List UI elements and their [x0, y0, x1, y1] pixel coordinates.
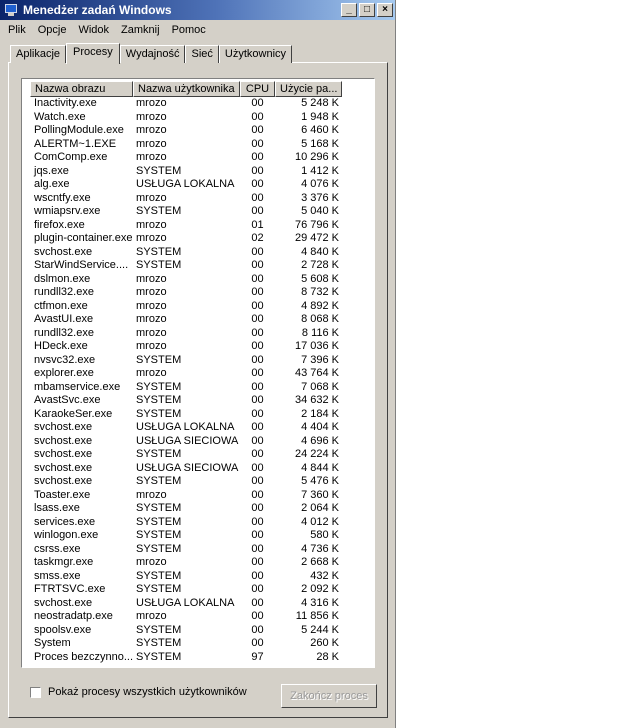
- table-row[interactable]: [30, 610, 342, 624]
- table-row[interactable]: [30, 543, 342, 557]
- process-memory: 7 396 K: [301, 353, 339, 366]
- process-name: lsass.exe: [34, 502, 80, 514]
- process-user: mrozo: [136, 326, 167, 339]
- process-name: svchost.exe: [34, 434, 93, 447]
- process-user: mrozo: [136, 137, 167, 150]
- process-cpu: 00: [251, 137, 264, 150]
- process-list-header: [30, 81, 342, 97]
- process-memory: 2 668 K: [301, 556, 339, 568]
- process-cpu: 00: [251, 529, 264, 541]
- show-all-users-checkbox[interactable]: [30, 687, 41, 698]
- process-cpu: 00: [251, 475, 264, 487]
- process-memory: 7 360 K: [301, 488, 339, 501]
- process-cpu: 00: [251, 434, 264, 447]
- table-row[interactable]: [30, 624, 342, 638]
- process-name: wmiapsrv.exe: [34, 205, 101, 217]
- process-memory: 5 476 K: [301, 475, 339, 487]
- process-user: mrozo: [136, 124, 167, 136]
- tab-applications[interactable]: Aplikacje: [10, 45, 66, 63]
- process-cpu: 00: [251, 556, 264, 568]
- process-memory: 4 076 K: [301, 178, 339, 190]
- menu-file[interactable]: Plik: [8, 23, 26, 36]
- process-cpu: 00: [251, 394, 264, 406]
- table-row[interactable]: [30, 286, 342, 300]
- process-user: mrozo: [136, 232, 167, 244]
- process-memory: 76 796 K: [294, 218, 339, 231]
- process-cpu: 00: [251, 421, 264, 433]
- process-user: mrozo: [136, 151, 167, 163]
- process-memory: 8 068 K: [301, 313, 339, 325]
- process-memory: 260 K: [310, 637, 339, 649]
- process-user: USŁUGA SIECIOWA: [136, 461, 239, 474]
- table-row[interactable]: [30, 111, 342, 125]
- process-name: svchost.exe: [34, 245, 93, 258]
- process-name: rundll32.exe: [34, 326, 94, 339]
- table-row[interactable]: [30, 448, 342, 462]
- maximize-button[interactable]: □: [359, 3, 375, 17]
- process-cpu: 00: [251, 515, 264, 528]
- process-name: ALERTM~1.EXE: [34, 137, 117, 150]
- process-user: SYSTEM: [136, 394, 182, 406]
- table-row[interactable]: [30, 597, 342, 611]
- process-cpu: 00: [251, 124, 264, 136]
- process-memory: 5 608 K: [301, 272, 339, 285]
- process-name: AvastSvc.exe: [34, 394, 101, 406]
- table-row[interactable]: [30, 435, 342, 449]
- process-memory: 3 376 K: [301, 191, 339, 204]
- process-name: svchost.exe: [34, 596, 93, 609]
- process-memory: 4 892 K: [301, 299, 339, 312]
- process-cpu: 00: [251, 542, 264, 555]
- process-memory: 29 472 K: [294, 232, 339, 244]
- process-memory: 2 064 K: [301, 502, 339, 514]
- process-user: SYSTEM: [136, 259, 182, 271]
- process-name: StarWindService....: [34, 259, 129, 271]
- process-cpu: 00: [251, 178, 264, 190]
- table-row[interactable]: [30, 246, 342, 260]
- process-cpu: 00: [251, 313, 264, 325]
- process-user: SYSTEM: [136, 380, 182, 393]
- process-name: HDeck.exe: [34, 340, 88, 352]
- process-user: SYSTEM: [136, 569, 182, 582]
- column-memory[interactable]: Użycie pa...: [275, 81, 342, 97]
- table-row[interactable]: [30, 259, 342, 273]
- process-user: SYSTEM: [136, 164, 182, 177]
- process-cpu: 00: [251, 407, 264, 420]
- table-row[interactable]: [30, 273, 342, 287]
- process-memory: 2 728 K: [301, 259, 339, 271]
- process-cpu: 02: [251, 232, 264, 244]
- process-cpu: 00: [251, 353, 264, 366]
- process-user: mrozo: [136, 340, 167, 352]
- process-name: ComComp.exe: [34, 151, 108, 163]
- process-cpu: 00: [251, 448, 264, 460]
- table-row[interactable]: [30, 300, 342, 314]
- process-user: SYSTEM: [136, 515, 182, 528]
- process-user: SYSTEM: [136, 245, 182, 258]
- process-cpu: 00: [251, 583, 264, 595]
- process-cpu: 00: [251, 502, 264, 514]
- process-memory: 10 296 K: [294, 151, 339, 163]
- process-memory: 4 736 K: [301, 542, 339, 555]
- process-memory: 4 012 K: [301, 515, 339, 528]
- process-memory: 7 068 K: [301, 380, 339, 393]
- process-memory: 8 116 K: [301, 326, 339, 339]
- menu-shutdown[interactable]: Zamknij: [121, 23, 160, 36]
- process-memory: 43 764 K: [294, 367, 339, 379]
- column-user-name[interactable]: Nazwa użytkownika: [133, 81, 240, 97]
- process-cpu: 00: [251, 623, 264, 636]
- process-user: SYSTEM: [136, 529, 182, 541]
- process-memory: 4 696 K: [301, 434, 339, 447]
- menu-options[interactable]: Opcje: [37, 23, 67, 36]
- process-user: mrozo: [136, 556, 167, 568]
- table-row[interactable]: [30, 367, 342, 381]
- process-user: mrozo: [136, 97, 167, 109]
- process-name: firefox.exe: [34, 218, 85, 231]
- process-user: mrozo: [136, 488, 167, 501]
- process-memory: 2 184 K: [301, 407, 339, 420]
- column-image-name[interactable]: Nazwa obrazu: [30, 81, 133, 97]
- process-memory: 5 040 K: [301, 205, 339, 217]
- process-name: svchost.exe: [34, 461, 93, 474]
- process-name: ctfmon.exe: [34, 299, 88, 312]
- process-memory: 432 K: [310, 569, 339, 582]
- process-name: AvastUI.exe: [34, 313, 94, 325]
- table-row[interactable]: [30, 556, 342, 570]
- process-name: nvsvc32.exe: [34, 353, 96, 366]
- process-name: PollingModule.exe: [34, 124, 124, 136]
- process-user: mrozo: [136, 313, 167, 325]
- process-name: Toaster.exe: [34, 488, 91, 501]
- menu-view[interactable]: Widok: [78, 23, 110, 36]
- process-name: svchost.exe: [34, 421, 93, 433]
- table-row[interactable]: [30, 637, 342, 651]
- table-row[interactable]: [30, 165, 342, 179]
- process-cpu: 00: [251, 259, 264, 271]
- process-memory: 4 840 K: [301, 245, 339, 258]
- table-row[interactable]: [30, 151, 342, 165]
- process-name: svchost.exe: [34, 475, 93, 487]
- process-cpu: 00: [251, 191, 264, 204]
- table-row[interactable]: [30, 124, 342, 138]
- process-name: wscntfy.exe: [34, 191, 91, 204]
- process-cpu: 00: [251, 610, 264, 622]
- process-cpu: 00: [251, 151, 264, 163]
- table-row[interactable]: [30, 502, 342, 516]
- minimize-button[interactable]: _: [341, 3, 357, 17]
- process-user: mrozo: [136, 286, 167, 298]
- process-memory: 4 404 K: [301, 421, 339, 433]
- process-cpu: 00: [251, 461, 264, 474]
- process-user: USŁUGA SIECIOWA: [136, 434, 239, 447]
- close-button[interactable]: ×: [377, 3, 393, 17]
- tab-strip: [10, 43, 292, 63]
- process-name: neostradatp.exe: [34, 610, 113, 622]
- process-name: Proces bezczynno...: [34, 650, 133, 663]
- process-name: Inactivity.exe: [34, 97, 97, 109]
- table-row[interactable]: [30, 232, 342, 246]
- table-row[interactable]: [30, 354, 342, 368]
- process-cpu: 00: [251, 569, 264, 582]
- process-user: SYSTEM: [136, 650, 182, 663]
- process-memory: 28 K: [316, 650, 339, 663]
- process-user: mrozo: [136, 610, 167, 622]
- process-user: SYSTEM: [136, 353, 182, 366]
- end-process-button[interactable]: Zakończ proces: [281, 684, 377, 708]
- process-name: services.exe: [34, 515, 96, 528]
- process-cpu: 97: [251, 650, 264, 663]
- process-user: SYSTEM: [136, 542, 182, 555]
- process-cpu: 00: [251, 164, 264, 177]
- process-user: mrozo: [136, 191, 167, 204]
- table-row[interactable]: [30, 475, 342, 489]
- menu-bar: [0, 20, 395, 39]
- process-memory: 6 460 K: [301, 124, 339, 136]
- process-user: SYSTEM: [136, 502, 182, 514]
- process-memory: 1 948 K: [301, 110, 339, 123]
- process-user: SYSTEM: [136, 448, 182, 460]
- table-row[interactable]: [30, 313, 342, 327]
- process-cpu: 00: [251, 272, 264, 285]
- process-user: SYSTEM: [136, 475, 182, 487]
- table-row[interactable]: [30, 381, 342, 395]
- process-name: explorer.exe: [34, 367, 94, 379]
- process-user: USŁUGA LOKALNA: [136, 178, 235, 190]
- process-user: SYSTEM: [136, 623, 182, 636]
- process-user: mrozo: [136, 110, 167, 123]
- process-cpu: 00: [251, 367, 264, 379]
- table-row[interactable]: [30, 408, 342, 422]
- task-manager-icon: [4, 3, 18, 17]
- process-name: FTRTSVC.exe: [34, 583, 106, 595]
- table-row[interactable]: [30, 583, 342, 597]
- process-name: alg.exe: [34, 178, 70, 190]
- process-cpu: 00: [251, 299, 264, 312]
- table-row[interactable]: [30, 178, 342, 192]
- process-rows: [30, 97, 342, 664]
- process-user: USŁUGA LOKALNA: [136, 421, 235, 433]
- process-name: KaraokeSer.exe: [34, 407, 113, 420]
- process-memory: 17 036 K: [294, 340, 339, 352]
- table-row[interactable]: [30, 529, 342, 543]
- show-all-users-option[interactable]: [30, 686, 247, 698]
- table-row[interactable]: [30, 192, 342, 206]
- tab-performance[interactable]: Wydajność: [120, 45, 186, 63]
- process-memory: 4 316 K: [301, 596, 339, 609]
- process-cpu: 00: [251, 488, 264, 501]
- process-user: mrozo: [136, 272, 167, 285]
- tab-processes[interactable]: Procesy: [66, 43, 120, 64]
- process-memory: 5 248 K: [301, 97, 339, 109]
- menu-help[interactable]: Pomoc: [171, 23, 206, 36]
- title-bar[interactable]: [0, 0, 395, 20]
- process-name: System: [34, 637, 71, 649]
- table-row[interactable]: [30, 421, 342, 435]
- process-name: Watch.exe: [34, 110, 86, 123]
- process-memory: 8 732 K: [301, 286, 339, 298]
- window-title: Menedżer zadań Windows: [23, 3, 172, 17]
- process-name: plugin-container.exe: [34, 232, 133, 244]
- process-name: jqs.exe: [34, 164, 69, 177]
- table-row[interactable]: [30, 394, 342, 408]
- table-row[interactable]: [30, 651, 342, 665]
- process-cpu: 00: [251, 380, 264, 393]
- table-row[interactable]: [30, 138, 342, 152]
- process-user: mrozo: [136, 218, 167, 231]
- process-user: SYSTEM: [136, 583, 182, 595]
- process-cpu: 00: [251, 340, 264, 352]
- table-row[interactable]: [30, 327, 342, 341]
- process-cpu: 00: [251, 326, 264, 339]
- process-memory: 34 632 K: [294, 394, 339, 406]
- process-user: mrozo: [136, 299, 167, 312]
- process-cpu: 01: [251, 218, 264, 231]
- process-user: SYSTEM: [136, 407, 182, 420]
- process-name: dslmon.exe: [34, 272, 91, 285]
- process-memory: 5 244 K: [301, 623, 339, 636]
- process-name: taskmgr.exe: [34, 556, 94, 568]
- table-row[interactable]: [30, 489, 342, 503]
- process-user: SYSTEM: [136, 205, 182, 217]
- process-memory: 1 412 K: [301, 164, 339, 177]
- table-row[interactable]: [30, 97, 342, 111]
- process-cpu: 00: [251, 110, 264, 123]
- process-memory: 5 168 K: [301, 137, 339, 150]
- process-name: winlogon.exe: [34, 529, 99, 541]
- process-user: SYSTEM: [136, 637, 182, 649]
- process-user: USŁUGA LOKALNA: [136, 596, 235, 609]
- process-name: rundll32.exe: [34, 286, 94, 298]
- process-name: spoolsv.exe: [34, 623, 92, 636]
- process-cpu: 00: [251, 286, 264, 298]
- table-row[interactable]: [30, 516, 342, 530]
- process-name: mbamservice.exe: [34, 380, 121, 393]
- process-name: smss.exe: [34, 569, 81, 582]
- table-row[interactable]: [30, 340, 342, 354]
- table-row[interactable]: [30, 570, 342, 584]
- table-row[interactable]: [30, 462, 342, 476]
- tab-network[interactable]: Sieć: [185, 45, 218, 63]
- process-cpu: 00: [251, 205, 264, 217]
- process-memory: 580 K: [310, 529, 339, 541]
- tab-users[interactable]: Użytkownicy: [219, 45, 292, 63]
- process-list[interactable]: [21, 78, 375, 668]
- process-cpu: 00: [251, 637, 264, 649]
- process-memory: 4 844 K: [301, 461, 339, 474]
- process-cpu: 00: [251, 245, 264, 258]
- process-name: svchost.exe: [34, 448, 93, 460]
- process-memory: 2 092 K: [301, 583, 339, 595]
- process-cpu: 00: [251, 596, 264, 609]
- process-user: mrozo: [136, 367, 167, 379]
- process-cpu: 00: [251, 97, 264, 109]
- process-memory: 24 224 K: [294, 448, 339, 460]
- process-name: csrss.exe: [34, 542, 81, 555]
- process-memory: 11 856 K: [295, 610, 339, 622]
- table-row[interactable]: [30, 219, 342, 233]
- column-cpu[interactable]: CPU: [240, 81, 275, 97]
- table-row[interactable]: [30, 205, 342, 219]
- show-all-users-label: Pokaż procesy wszystkich użytkowników: [48, 686, 247, 698]
